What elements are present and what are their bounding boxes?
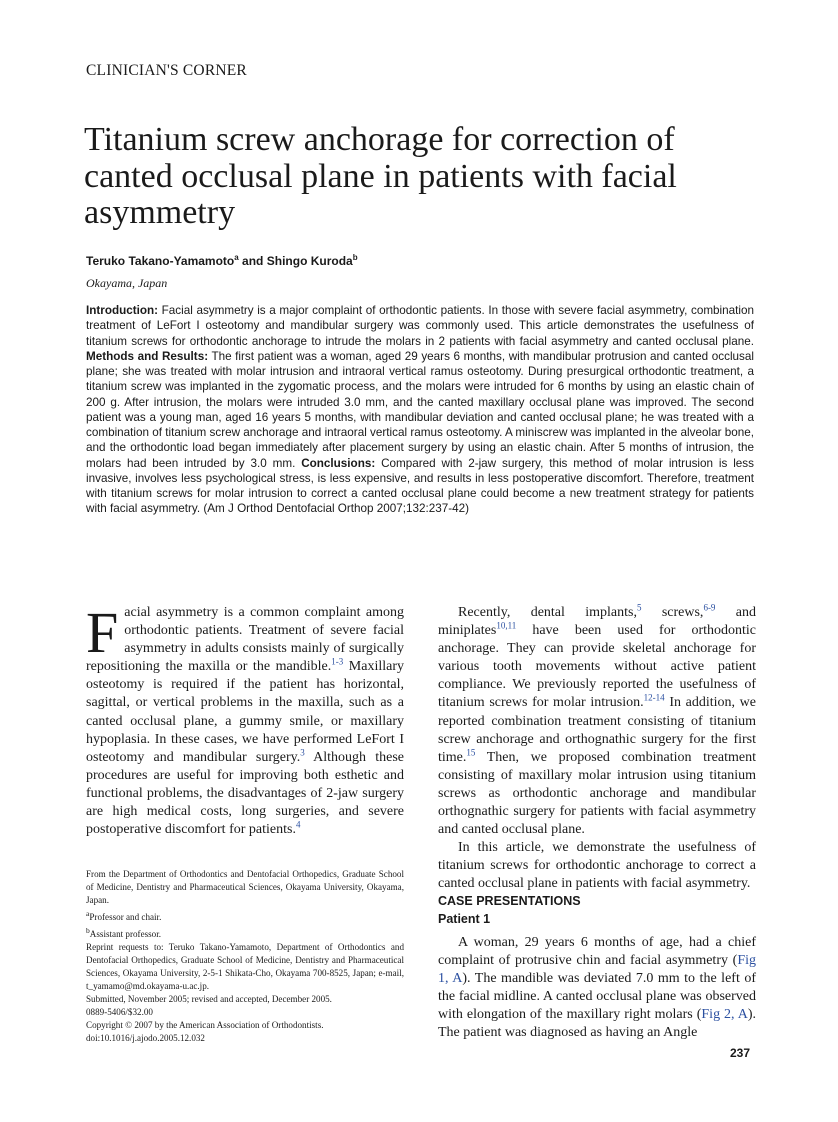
- abstract: [86, 303, 754, 517]
- citation-ref[interactable]: 5: [636, 602, 642, 613]
- citation-ref[interactable]: 1-3: [331, 656, 344, 667]
- intro-text-2: Maxillary osteotomy is required if the patient has horizontal, sagittal, or vertical problems in the maxilla, such as a canted occlusal plane, a gummy smile, or maxillary hypoplasia. In these cases, we have performed LeFort I osteotomy and mandibular surgery.: [86, 659, 404, 765]
- intro-text-1: acial asymmetry is a common complaint among orthodontic patients. Treatment of severe facial asymmetry in adults consists mainly of surgically repositioning the maxilla or the mandible.: [86, 605, 404, 675]
- figure-2-link[interactable]: Fig 2, A: [701, 1007, 748, 1023]
- citation-ref[interactable]: 15: [466, 747, 476, 758]
- patient-text-1: A woman, 29 years 6 months of age, had a chief complaint of protrusive chin and facial asymmetry (: [438, 935, 756, 969]
- page-number: 237: [730, 1046, 751, 1060]
- case-presentations-heading: CASE PRESENTATIONS: [438, 894, 581, 908]
- patient-1-heading: Patient 1: [438, 912, 491, 926]
- section-label: CLINICIAN'S CORNER: [86, 62, 247, 79]
- abstract-methods-label: Methods and Results:: [86, 349, 209, 363]
- right-text-3: and miniplates: [438, 605, 756, 639]
- intro-paragraph: [86, 600, 404, 839]
- footnote-a-text: Professor and chair.: [89, 912, 162, 923]
- author-line: [86, 253, 358, 268]
- right-paragraph-2: In this article, we demonstrate the usefulness of titanium screws for orthodontic anchorage to correct a canted occlusal plane in patients with facial asymmetry.: [438, 840, 756, 892]
- abstract-methods-text: The first patient was a woman, aged 29 years 6 months, with mandibular protrusion and canted occlusal plane; she was treated with molar intrusion and intraoral vertical ramus osteotomy. During presurgical orthodontic treatment, a titanium screw was implanted in the zygomatic process, and the molars were intruded for 6 months by using an elastic chain of 200 g. After intrusion, the molars were intruded 3.0 mm, and the canted maxillary occlusal plane was improved. The second patient was a young man, aged 16 years 5 months, with mandibular deviation and canted occlusal plane; he was treated with a combination of titanium screw anchorage and intraoral vertical ramus osteotomy. A miniscrew was implanted in the alveolar bone, and the orthodontic load began immediately after placement surgery by using an elastic chain. After 5 months of intrusion, the molars had been intruded by 3.0 mm.: [86, 349, 754, 470]
- footnote-b-sup: b: [86, 926, 90, 936]
- patient-text-3: ). The patient was diagnosed as having an Angle: [438, 1007, 757, 1041]
- author-1-sup: a: [234, 253, 239, 262]
- body-column-right: [438, 604, 756, 894]
- footnote-department: From the Department of Orthodontics and Dentofacial Orthopedics, Graduate School of Medicine, Dentistry and Pharmaceutical Sciences, Okayama University, Okayama, Japan.: [86, 869, 404, 905]
- citation-ref[interactable]: 3: [300, 747, 305, 758]
- footnote-b: [86, 924, 404, 941]
- author-join: and: [238, 254, 267, 268]
- citation-ref[interactable]: 6-9: [703, 602, 716, 613]
- abstract-intro-label: Introduction:: [86, 304, 159, 317]
- drop-cap: F: [86, 600, 119, 665]
- citation-ref[interactable]: 10,11: [496, 620, 517, 631]
- right-paragraph-1: [438, 604, 756, 839]
- citation-ref[interactable]: 4: [295, 819, 301, 830]
- body-column-left: [86, 600, 404, 839]
- patient-text-2: ). The mandible was deviated 7.0 mm to the left of the facial midline. A canted occlusal plane was observed with elongation of the maxillary right molars (: [438, 971, 756, 1023]
- author-1: Teruko Takano-Yamamoto: [86, 254, 235, 268]
- article-title: Titanium screw anchorage for correction of canted occlusal plane in patients with facial asymmetry: [84, 121, 677, 231]
- footnote-reprint: Reprint requests to: Teruko Takano-Yamamoto, Department of Orthodontics and Dentofacial Orthopedics, Graduate School of Medicine, Dentistry and Pharmaceutical Sciences, Okayama University, 2-5-1 Shikata-Cho, Okayama 700-8525, Japan; e-mail, t_yamamo@md.okayama-u.ac.jp.: [86, 942, 404, 992]
- right-text-4: have been used for orthodontic anchorage. They can provide skeletal anchorage for various tooth movements without active patient compliance. We previously reported the usefulness of titanium screws for molar intrusion.: [438, 623, 756, 711]
- intro-text-3: Although these procedures are useful for improving both esthetic and functional problems, the disadvantages of 2-jaw surgery are high medical costs, long surgeries, and severe postoperative discomfort for patients.: [86, 749, 404, 838]
- author-2: Shingo Kuroda: [266, 254, 353, 268]
- patient-1-body: [438, 934, 756, 1043]
- abstract-conclusions-text: Compared with 2-jaw surgery, this method of molar intrusion is less invasive, involves less psychological stress, is less expensive, and results in less postoperative discomfort. Therefore, treatment with titanium screws for molar intrusion to correct a canted occlusal plane could become a new treatment strategy for patients with facial asymmetry. (Am J Orthod Dentofacial Orthop 2007;132:237-42): [86, 456, 754, 516]
- figure-1-link[interactable]: Fig 1, A: [438, 953, 756, 987]
- patient-1-paragraph: [438, 934, 756, 1043]
- right-text-5: In addition, we reported combination treatment consisting of titanium screw anchorage and orthognathic surgery for the first time.: [438, 695, 756, 765]
- footnotes: [86, 868, 404, 1045]
- abstract-conclusions-label: Conclusions:: [301, 456, 376, 470]
- affiliation: Okayama, Japan: [86, 276, 168, 290]
- footnote-doi: doi:10.1016/j.ajodo.2005.12.032: [86, 1033, 205, 1044]
- author-2-sup: b: [352, 253, 358, 262]
- right-text-6: Then, we proposed combination treatment consisting of maxillary molar intrusion using titanium screws as orthodontic anchorage and mandibular orthognathic surgery for patients with facial asymmetry and canted occlusal plane.: [438, 749, 756, 838]
- footnote-copyright: Copyright © 2007 by the American Association of Orthodontists.: [86, 1020, 324, 1031]
- footnote-issn: 0889-5406/$32.00: [86, 1007, 153, 1018]
- abstract-intro-text: Facial asymmetry is a major complaint of orthodontic patients. In those with severe facial asymmetry, combination treatment of LeFort I osteotomy and mandibular surgery was commonly used. This article demonstrates the usefulness of titanium screws for orthodontic anchorage to intrude the molars in 2 patients with facial asymmetry and canted occlusal plane.: [86, 304, 754, 348]
- right-text-2: screws,: [641, 605, 704, 620]
- right-text-1: Recently, dental implants,: [458, 605, 637, 620]
- citation-ref[interactable]: 12-14: [643, 692, 665, 703]
- footnote-a: [86, 907, 404, 924]
- footnote-b-text: Assistant professor.: [89, 929, 162, 940]
- footnote-a-sup: a: [86, 909, 90, 918]
- footnote-submitted: Submitted, November 2005; revised and accepted, December 2005.: [86, 994, 332, 1005]
